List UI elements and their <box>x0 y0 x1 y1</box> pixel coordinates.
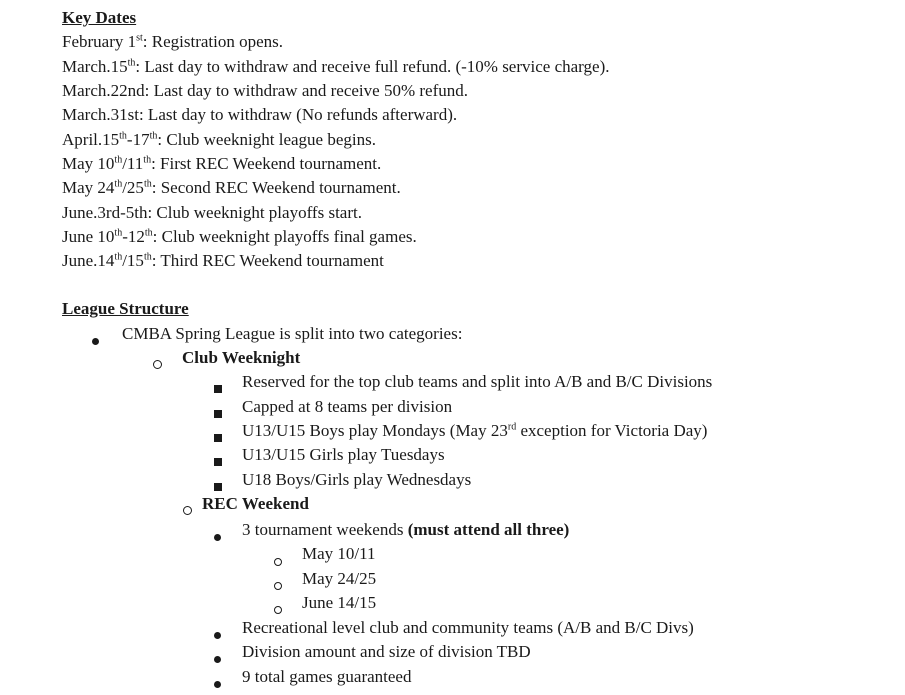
bullet-square-icon <box>214 403 222 423</box>
club-weeknight-item: U13/U15 Boys play Mondays (May 23rd exception for Victoria Day) <box>242 421 708 440</box>
key-date-item: June 10th-12th: Club weeknight playoffs final games. <box>62 227 417 246</box>
key-date-item: March.22nd: Last day to withdraw and receive 50% refund. <box>62 81 468 100</box>
key-date-item: May 10th/11th: First REC Weekend tournament. <box>62 154 382 173</box>
key-date-item: March.31st: Last day to withdraw (No refunds afterward). <box>62 105 458 124</box>
key-date-item: May 24th/25th: Second REC Weekend tournament. <box>62 178 401 197</box>
rec-weekend-item: 9 total games guaranteed <box>242 667 412 686</box>
bullet-square-icon <box>214 476 222 496</box>
club-weeknight-item: U18 Boys/Girls play Wednesdays <box>242 470 472 489</box>
bullet-ring-icon <box>274 551 282 571</box>
bullet-ring-icon <box>274 575 282 595</box>
bullet-ring-icon <box>274 599 282 619</box>
bullet-square-icon <box>214 451 222 471</box>
rec-weekend-date: May 10/11 <box>302 544 376 563</box>
bullet-dot-icon <box>214 624 221 644</box>
club-weeknight-title: Club Weeknight <box>182 348 301 367</box>
bullet-dot-icon <box>92 330 99 350</box>
key-date-item: June.3rd-5th: Club weeknight playoffs start. <box>62 203 362 222</box>
key-date-item: June.14th/15th: Third REC Weekend tournament <box>62 251 384 270</box>
league-intro: CMBA Spring League is split into two categories: <box>122 324 463 343</box>
bullet-ring-icon <box>153 354 162 374</box>
bullet-square-icon <box>214 427 222 447</box>
key-date-item: March.15th: Last day to withdraw and receive full refund. (-10% service charge). <box>62 57 610 76</box>
key-date-item: February 1st: Registration opens. <box>62 32 284 51</box>
rec-tournament-item: 3 tournament weekends (must attend all three) <box>242 520 570 539</box>
rec-weekend-item: Division amount and size of division TBD <box>242 642 531 661</box>
club-weeknight-item: Capped at 8 teams per division <box>242 397 453 416</box>
bullet-ring-icon <box>183 500 192 520</box>
key-date-item: April.15th-17th: Club weeknight league begins. <box>62 130 376 149</box>
bullet-square-icon <box>214 378 222 398</box>
club-weeknight-item: Reserved for the top club teams and split into A/B and B/C Divisions <box>242 372 713 391</box>
rec-weekend-date: June 14/15 <box>302 593 377 612</box>
rec-weekend-item: Recreational level club and community teams (A/B and B/C Divs) <box>242 618 694 637</box>
rec-weekend-date: May 24/25 <box>302 569 377 588</box>
bullet-dot-icon <box>214 648 221 668</box>
rec-weekend-title: REC Weekend <box>202 494 309 513</box>
key-dates-heading: Key Dates <box>62 8 137 27</box>
league-structure-heading: League Structure <box>62 299 189 318</box>
club-weeknight-item: U13/U15 Girls play Tuesdays <box>242 445 445 464</box>
bullet-dot-icon <box>214 526 221 546</box>
bullet-dot-icon <box>214 673 221 693</box>
